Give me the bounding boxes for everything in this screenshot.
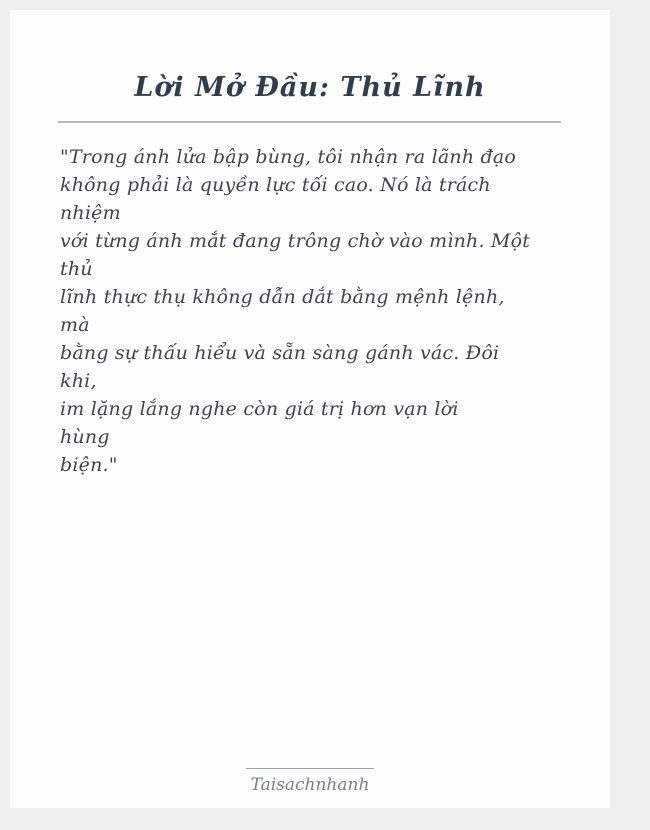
title-divider	[58, 121, 561, 123]
watermark-text: Taisachnhanh	[250, 775, 370, 795]
body-line: im lặng lắng nghe còn giá trị hơn vạn lời	[60, 398, 459, 420]
body-line: với từng ánh mắt đang trông chờ vào mình. Một	[60, 230, 531, 252]
body-line: khi,	[60, 370, 97, 392]
body-line: không phải là quyền lực tối cao. Nó là trách	[60, 174, 491, 196]
body-line: "Trong ánh lửa bập bùng, tôi nhận ra lãnh đạo	[60, 146, 517, 168]
body-line: mà	[60, 314, 90, 336]
body-line: lĩnh thực thụ không dẫn dắt bằng mệnh lệnh,	[60, 286, 505, 308]
body-line: hùng	[60, 426, 110, 448]
body-line: biện."	[60, 454, 118, 476]
body-line: bằng sự thấu hiểu và sẵn sàng gánh vác. Đôi	[60, 342, 500, 364]
chapter-title: Lời Mở Đầu: Thủ Lĩnh	[134, 72, 486, 103]
chapter-body	[60, 143, 590, 479]
book-page	[10, 10, 610, 808]
page-footer	[10, 768, 610, 795]
footer-divider	[246, 768, 374, 769]
body-line: nhiệm	[60, 202, 121, 224]
body-line: thủ	[60, 258, 93, 280]
